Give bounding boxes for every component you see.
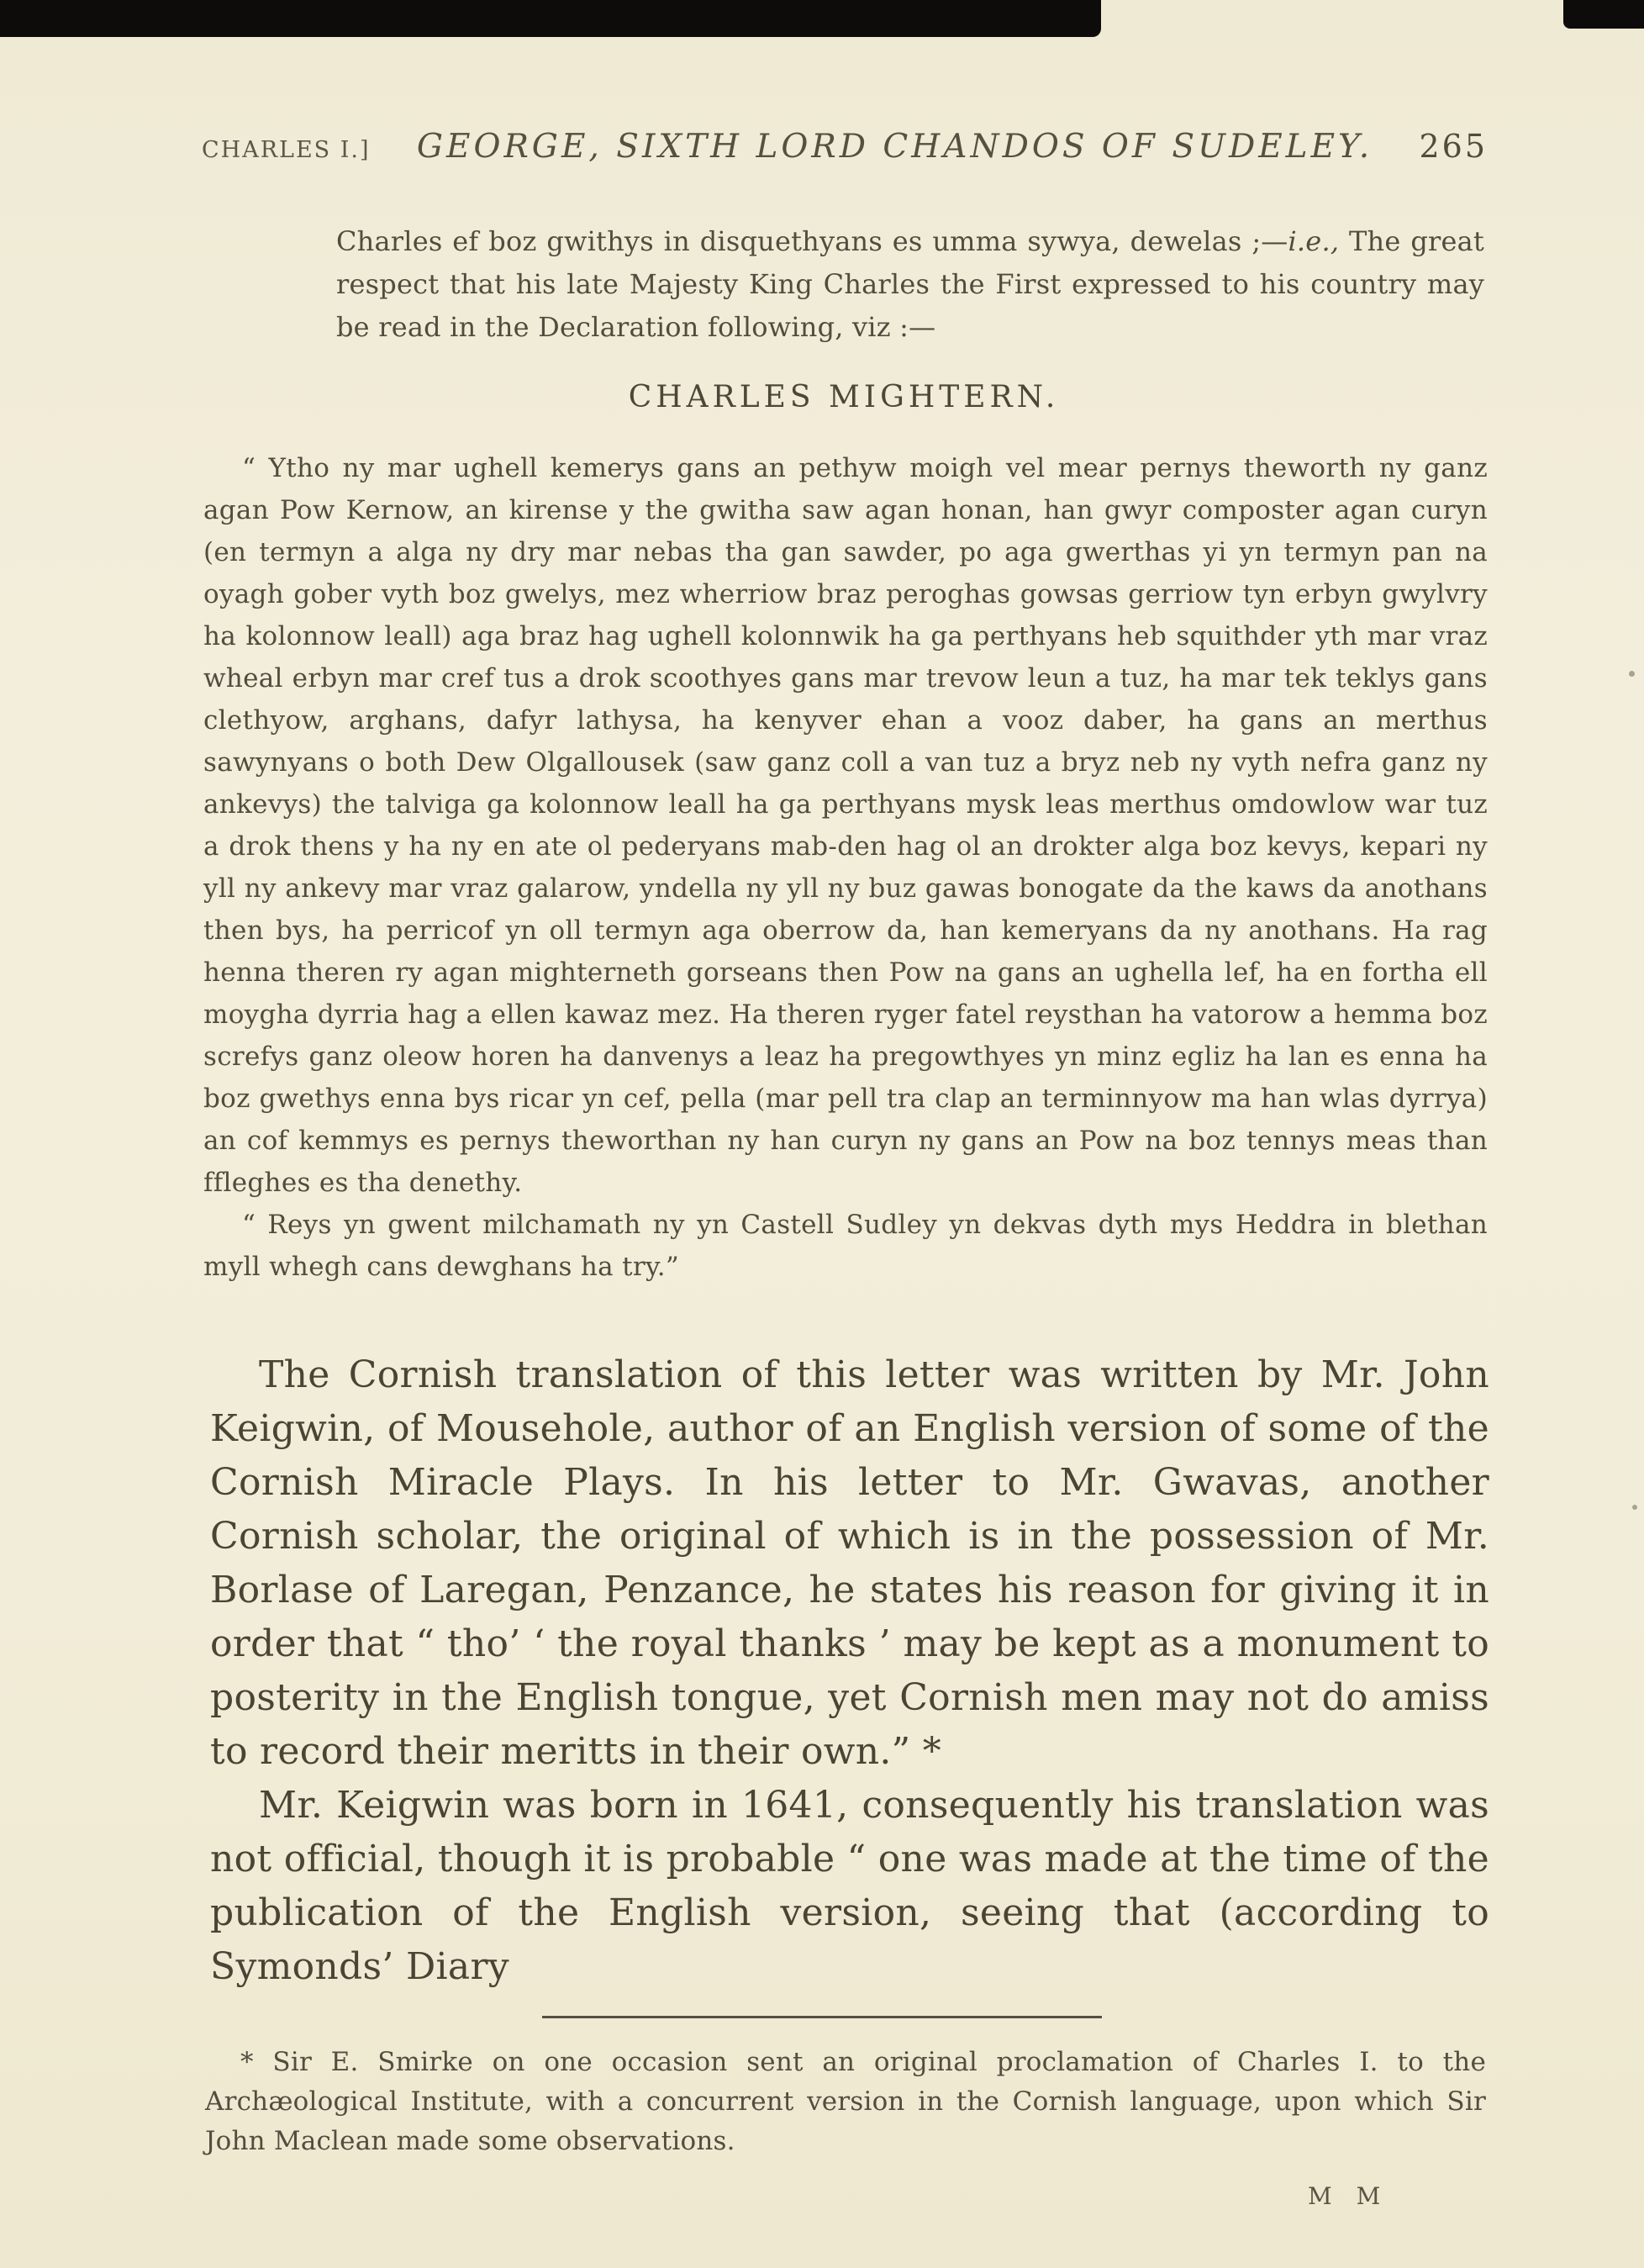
running-header	[202, 128, 1488, 166]
cornish-declaration-paragraph: “ Ytho ny mar ughell kemerys gans an pethyw moigh vel mear pernys theworth ny ganz agan Pow Kernow, an kirense y the gwitha saw agan honan, han gwyr composter agan curyn (en termyn a alga ny dry mar nebas tha gan sawder, po aga gwerthas yi yn termyn pan na oyagh gober vyth boz gwelys, mez wherriow braz peroghas gowsas gerriow tyn erbyn gwylvry ha kolonnow leall) aga braz hag ughell kolonnwik ha ga perthyans heb squithder yth mar vraz wheal erbyn mar cref tus a drok scoothyes gans mar trevow leun a tuz, ha mar tek teklys gans clethyow, arghans, dafyr lathysa, ha kenyver ehan a vooz daber, ha gans an merthus sawynyans o both Dew Olgallousek (saw ganz coll a van tuz a bryz neb ny vyth nefra ganz ny ankevys) the talviga ga kolonnow leall ha ga perthyans mysk leas merthus omdowlow war tuz a drok thens y ha ny en ate ol pederyans mab-den hag ol an drokter alga boz kevys, kepari ny yll ny ankevy mar vraz galarow, yndella ny yll ny buz gawas bonogate da the kaws da anothans then bys, ha perricof yn oll termyn aga oberrow da, han kemeryans da ny anothans. Ha rag henna theren ry agan mighterneth gorseans then Pow na gans an ughella lef, ha en fortha ell moygha dyrria hag a ellen kawaz mez. Ha theren ryger fatel reysthan ha vatorow a hemma boz screfys ganz oleow horen ha danvenys a leaz ha pregowthyes yn minz egliz ha lan es enna ha boz gwethys enna bys ricar yn cef, pella (mar pell tra clap an terminnyow ma han wlas dyrrya) an cof kemmys es pernys theworthan ny han curyn ny gans an Pow na boz tennys meas than ffleghes es tha denethy.	[203, 453, 1488, 1198]
page-speckle	[1632, 1505, 1637, 1510]
page-number: 265	[1419, 128, 1488, 165]
page-speckle	[1629, 671, 1635, 677]
intro-text-post: The great respect that his late Majesty King Charles the First expressed to his country may be read in the Declaration following, viz :—	[336, 225, 1484, 343]
section-heading: CHARLES MIGHTERN.	[628, 380, 1060, 414]
cornish-closing-paragraph: “ Reys yn gwent milchamath ny yn Castell Sudley yn dekvas dyth mys Heddra in blethan myll whegh cans dewghans ha try.”	[203, 1210, 1488, 1282]
footnote-text: * Sir E. Smirke on one occasion sent an original proclamation of Charles I. to the Archæological Institute, with a concurrent version in the Cornish language, upon which Sir John Maclean made some observations.	[205, 2047, 1486, 2156]
intro-text-pre: Charles ef boz gwithys in disquethyans es umma sywya, dewelas ;—	[336, 225, 1288, 257]
scan-artifact-top-left	[0, 0, 1101, 37]
body-text-block	[210, 1348, 1489, 1994]
body-paragraph-2: Mr. Keigwin was born in 1641, consequently his translation was not official, though it is probable “ one was made at the time of the publication of the English version, seeing that (according to Symonds’ Diary	[210, 1784, 1489, 1988]
footnote-divider-rule	[542, 2016, 1102, 2018]
cornish-declaration-block	[203, 447, 1488, 1288]
header-chapter-title: GEORGE, SIXTH LORD CHANDOS OF SUDELEY.	[416, 128, 1373, 166]
body-paragraph-1: The Cornish translation of this letter was written by Mr. John Keigwin, of Mousehole, author of an English version of some of the Cornish Miracle Plays. In his letter to Mr. Gwavas, another Cornish scholar, the original of which is in the possession of Mr. Borlase of Laregan, Penzance, he states his reason for giving it in order that “ tho’ ‘ the royal thanks ’ may be kept as a monument to posterity in the English tongue, yet Cornish men may not do amiss to record their meritts in their own.” *	[210, 1353, 1489, 1773]
intro-latin-abbreviation: i.e.,	[1288, 225, 1340, 257]
intro-paragraph	[336, 220, 1484, 349]
printer-signature-mark: M M	[1308, 2182, 1389, 2210]
header-regnal-label: CHARLES I.]	[202, 137, 371, 163]
scan-artifact-top-right	[1563, 0, 1644, 29]
